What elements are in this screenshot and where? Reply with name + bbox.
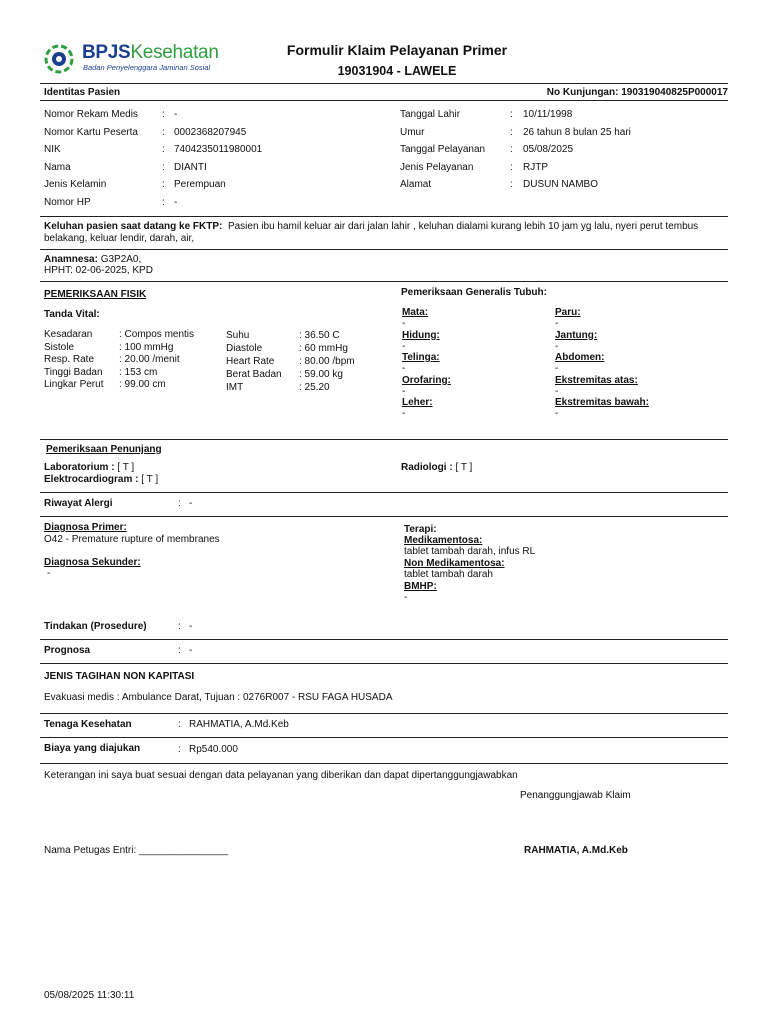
generalis-label: Ekstremitas bawah: — [555, 397, 649, 408]
non-medikamentosa-value: tablet tambah darah — [404, 569, 493, 580]
generalis-label: Abdomen: — [555, 352, 605, 363]
identitas-label: Jenis Pelayanan — [400, 161, 474, 173]
tagihan-title: JENIS TAGIHAN NON KAPITASI — [44, 671, 195, 682]
tenaga-kesehatan-label: Tenaga Kesehatan — [44, 719, 132, 730]
vital-value: : 60 mmHg — [299, 343, 348, 354]
radiologi-value: [ T ] — [455, 462, 473, 473]
identitas-colon: : — [510, 179, 513, 190]
bpjs-logo — [44, 42, 224, 76]
identitas-value: 26 tahun 8 bulan 25 hari — [523, 126, 631, 138]
vital-label: Berat Badan — [226, 369, 282, 380]
identitas-label: Nomor Rekam Medis — [44, 109, 138, 120]
identitas-colon: : — [162, 196, 165, 208]
generalis-label: Jantung: — [555, 329, 598, 341]
diagnosa-primer-label: Diagnosa Primer: — [44, 522, 127, 533]
identitas-value: 05/08/2025 — [523, 144, 574, 155]
biaya-label: Biaya yang diajukan — [44, 743, 141, 754]
elektrocardiogram — [44, 474, 158, 485]
penanggungjawab-label: Penanggungjawab Klaim — [520, 790, 631, 801]
radiologi — [401, 462, 472, 473]
identitas-value: Perempuan — [174, 179, 226, 190]
generalis-value: - — [402, 340, 406, 352]
identitas-colon: : — [162, 144, 165, 155]
vital-label: Tinggi Badan — [44, 366, 103, 378]
identitas-colon: : — [162, 126, 165, 138]
bmhp-value: - — [404, 592, 408, 603]
page-subtitle: 19031904 - LAWELE — [337, 64, 457, 78]
keluhan-text-1: Pasien ibu hamil keluar air dari jalan lahir , keluhan dialami kurang lebih 10 jam yg lalu, nyeri perut tembus — [227, 221, 699, 232]
generalis-value: - — [402, 363, 406, 374]
identitas-value: RJTP — [523, 161, 548, 173]
identitas-label: Tanggal Pelayanan — [400, 144, 486, 155]
identitas-label: Nomor Kartu Peserta — [44, 126, 138, 138]
generalis-title: Pemeriksaan Generalis Tubuh: — [401, 287, 547, 298]
prognosa-colon: : — [178, 645, 181, 656]
biaya-value: Rp540.000 — [189, 744, 238, 755]
identitas-label: Nomor HP — [44, 196, 91, 208]
generalis-label: Telinga: — [402, 352, 440, 363]
identitas-colon: : — [162, 161, 165, 173]
identitas-colon: : — [162, 179, 165, 190]
tanda-vital-label: Tanda Vital: — [44, 309, 100, 320]
vital-label: Suhu — [226, 330, 250, 341]
vital-label: IMT — [226, 382, 244, 393]
medikamentosa-value: tablet tambah darah, infus RL — [404, 546, 536, 557]
generalis-value: - — [555, 408, 559, 419]
riwayat-alergi-value: - — [189, 498, 193, 509]
anamnesa-label: Anamnesa: — [44, 254, 98, 265]
diagnosa-sekunder-value: - — [47, 568, 51, 579]
bmhp-label: BMHP: — [404, 581, 437, 592]
generalis-value: - — [402, 385, 406, 397]
tenaga-kesehatan-value: RAHMATIA, A.Md.Keb — [189, 719, 289, 730]
elektrocardiogram-value: [ T ] — [141, 474, 159, 485]
vital-value: : 153 cm — [119, 366, 158, 378]
bpjs-logo-mark-icon — [44, 44, 74, 74]
generalis-value: - — [555, 340, 559, 352]
radiologi-label: Radiologi : — [401, 462, 453, 473]
generalis-value: - — [402, 318, 406, 329]
vital-label: Sistole — [44, 341, 75, 353]
generalis-value: - — [555, 385, 559, 397]
identitas-label: Umur — [400, 126, 425, 138]
penunjang-title: Pemeriksaan Penunjang — [46, 444, 162, 455]
identitas-label: Tanggal Lahir — [400, 109, 461, 120]
generalis-label: Hidung: — [402, 329, 440, 341]
diagnosa-sekunder-label: Diagnosa Sekunder: — [44, 557, 141, 568]
tindakan-label: Tindakan (Prosedure) — [44, 621, 147, 632]
signer-name: RAHMATIA, A.Md.Keb — [524, 845, 628, 856]
generalis-label: Orofaring: — [402, 374, 451, 386]
anamnesa-block — [44, 254, 153, 276]
identitas-value: DUSUN NAMBO — [523, 179, 599, 190]
logo-brand: BPJS — [82, 42, 131, 63]
laboratorium — [44, 462, 134, 473]
vital-value: : 36.50 C — [299, 330, 340, 341]
anamnesa-value: G3P2A0, — [100, 254, 142, 265]
petugas-entri-line: ________________ — [139, 845, 229, 856]
identitas-colon: : — [162, 109, 165, 120]
identitas-value: - — [174, 109, 178, 120]
identitas-value: 0002368207945 — [174, 126, 247, 138]
generalis-label: Ekstremitas atas: — [555, 374, 638, 386]
vital-label: Lingkar Perut — [44, 379, 104, 391]
identitas-value: - — [174, 196, 178, 208]
tenaga-kesehatan-colon: : — [178, 719, 181, 730]
keterangan-text: Keterangan ini saya buat sesuai dengan data pelayanan yang diberikan dan dapat dipertanggungjawabkan — [44, 770, 518, 781]
anamnesa-line-2: HPHT: 02-06-2025, KPD — [44, 265, 153, 276]
generalis-label: Paru: — [555, 307, 581, 318]
keluhan-label: Keluhan pasien saat datang ke FKTP: — [44, 221, 223, 232]
prognosa-value: - — [189, 645, 193, 656]
tagihan-text: Evakuasi medis : Ambulance Darat, Tujuan : 0276R007 - RSU FAGA HUSADA — [44, 692, 393, 703]
identitas-colon: : — [510, 126, 513, 138]
vital-value: : Compos mentis — [119, 329, 195, 340]
no-kunjungan: No Kunjungan: 190319040825P000017 — [546, 87, 728, 98]
pemeriksaan-fisik-title: PEMERIKSAAN FISIK — [44, 289, 147, 300]
tindakan-value: - — [189, 621, 193, 632]
petugas-entri-label: Nama Petugas Entri: — [44, 845, 137, 856]
vital-value: : 25.20 — [299, 382, 330, 393]
vital-value: : 100 mmHg — [119, 341, 174, 353]
identitas-colon: : — [510, 109, 513, 120]
biaya-colon: : — [178, 744, 181, 755]
identitas-colon: : — [510, 144, 513, 155]
identitas-label: Jenis Kelamin — [44, 179, 107, 190]
medikamentosa-label: Medikamentosa: — [404, 535, 483, 546]
tindakan-colon: : — [178, 621, 181, 632]
riwayat-alergi-colon: : — [178, 498, 181, 509]
identitas-colon: : — [510, 161, 513, 173]
keluhan-block — [44, 221, 730, 245]
prognosa-label: Prognosa — [44, 645, 91, 656]
identitas-label: Nama — [44, 161, 71, 173]
laboratorium-label: Laboratorium : — [44, 462, 115, 473]
page-title: Formulir Klaim Pelayanan Primer — [286, 42, 508, 58]
generalis-value: - — [555, 318, 559, 329]
keluhan-text-2: belakang, keluar lendir, darah, air, — [44, 233, 195, 244]
elektrocardiogram-label: Elektrocardiogram : — [44, 474, 139, 485]
diagnosa-primer-value: O42 - Premature rupture of membranes — [44, 534, 220, 545]
logo-brand-2: Kesehatan — [130, 42, 219, 63]
identitas-label: NIK — [44, 144, 61, 155]
vital-value: : 99.00 cm — [119, 379, 166, 391]
vital-label: Resp. Rate — [44, 354, 95, 366]
vital-value: : 59.00 kg — [299, 369, 343, 380]
generalis-label: Leher: — [402, 397, 433, 408]
vital-label: Heart Rate — [226, 356, 275, 367]
riwayat-alergi-label: Riwayat Alergi — [44, 498, 113, 509]
identitas-label: Alamat — [400, 179, 432, 190]
non-medikamentosa-label: Non Medikamentosa: — [404, 558, 505, 569]
petugas-entri — [44, 845, 228, 856]
print-timestamp: 05/08/2025 11:30:11 — [44, 990, 135, 1001]
laboratorium-value: [ T ] — [117, 462, 135, 473]
generalis-value: - — [555, 363, 559, 374]
identitas-value: 7404235011980001 — [174, 144, 263, 155]
vital-value: : 80.00 /bpm — [299, 356, 355, 367]
generalis-value: - — [402, 408, 406, 419]
vital-label: Kesadaran — [44, 329, 93, 340]
logo-subtitle: Badan Penyelenggara Jaminan Sosial — [83, 63, 211, 72]
identitas-title: Identitas Pasien — [44, 87, 121, 98]
terapi-label: Terapi: — [404, 524, 437, 535]
vital-label: Diastole — [226, 343, 263, 354]
identitas-value: DIANTI — [174, 161, 207, 173]
generalis-label: Mata: — [402, 307, 429, 318]
identitas-value: 10/11/1998 — [523, 109, 573, 120]
vital-value: : 20.00 /menit — [119, 354, 180, 366]
